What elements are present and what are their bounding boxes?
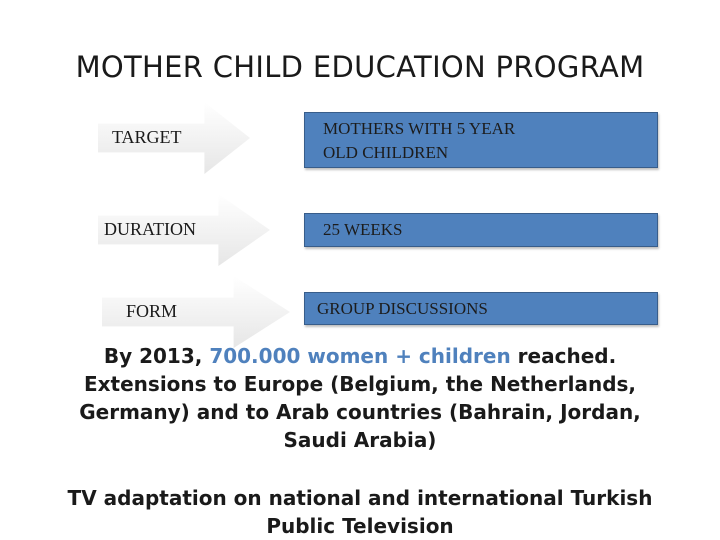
reach-highlight: 700.000 women + children <box>209 344 511 368</box>
row-value-box-duration <box>304 213 658 247</box>
row-value-target-line1: MOTHERS WITH 5 YEAR <box>323 119 516 138</box>
tv-line-1: TV adaptation on national and international Turkish <box>67 486 653 510</box>
row-value-box-target <box>304 112 658 168</box>
reach-line-1 <box>0 342 720 370</box>
reach-line-3: Germany) and to Arab countries (Bahrain, Jordan, <box>79 400 641 424</box>
reach-paragraph <box>0 342 720 454</box>
reach-line-2: Extensions to Europe (Belgium, the Netherlands, <box>83 372 637 396</box>
row-value-target-line2: OLD CHILDREN <box>323 143 449 162</box>
row-label-target: TARGET <box>112 127 182 147</box>
row-label-form: FORM <box>126 301 178 321</box>
tv-line-2: Public Television <box>266 514 454 538</box>
reach-suffix: reached. <box>517 344 617 368</box>
row-value-duration: 25 WEEKS <box>323 220 403 239</box>
tv-paragraph <box>0 484 720 540</box>
row-value-form: GROUP DISCUSSIONS <box>317 299 488 318</box>
reach-prefix: By 2013, <box>103 344 203 368</box>
row-value-box-form <box>304 292 658 325</box>
row-label-duration: DURATION <box>104 219 196 239</box>
reach-line-4: Saudi Arabia) <box>283 428 437 452</box>
page-title: MOTHER CHILD EDUCATION PROGRAM <box>75 50 645 84</box>
